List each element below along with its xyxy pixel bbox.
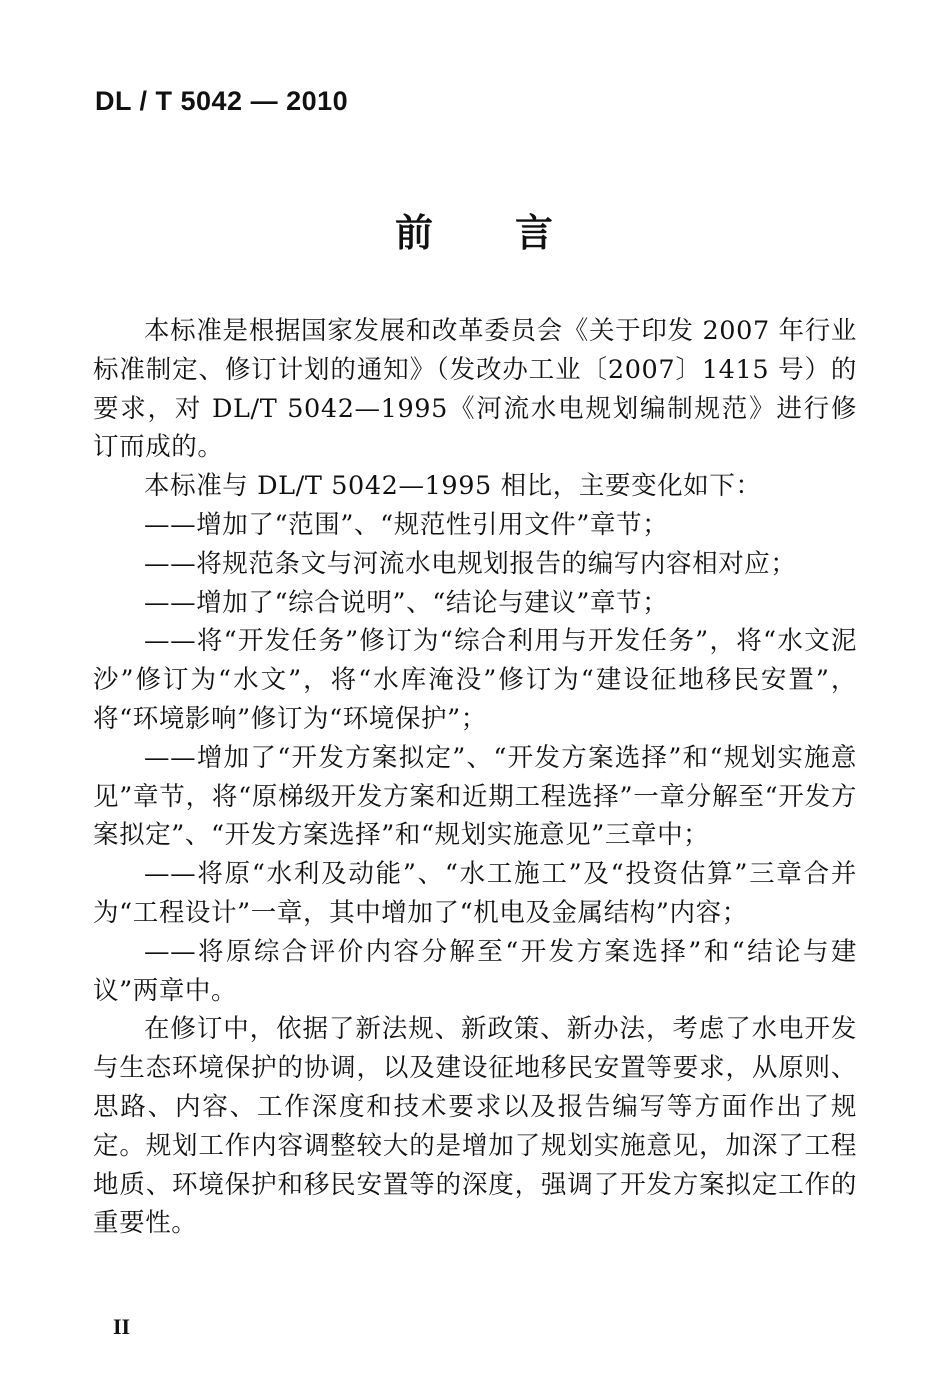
- change-item: ——增加了“综合说明”、“结论与建议”章节；: [144, 587, 669, 618]
- page-number: II: [113, 1314, 131, 1339]
- paragraph-changes-intro: 本标准与 DL/T 5042—1995 相比，主要变化如下：: [144, 471, 762, 502]
- paragraph-revision-summary: 在修订中，依据了新法规、新政策、新办法，考虑了水电开发与生态环境保护的协调，以及建设征地移民安置等要求，从原则、思路、内容、工作深度和技术要求以及报告编写等方面作出了规定。规划工作内容调整较大的是增加了规划实施意见，加深了工程地质、环境保护和移民安置等的深度，强调了开发方案拟定工作的重要性。: [93, 1014, 857, 1239]
- change-item: ——将“开发任务”修订为“综合利用与开发任务”，将“水文泥沙”修订为“水文”，将“水库淹没”修订为“建设征地移民安置”，将“环境影响”修订为“环境保护”；: [93, 626, 857, 734]
- paragraph-basis: 本标准是根据国家发展和改革委员会《关于印发 2007 年行业标准制定、修订计划的通知》（发改办工业〔2007〕1415 号）的要求，对 DL/T 5042—1995《河流水电规划编制规范》进行修订而成的。: [93, 316, 857, 463]
- change-item: ——增加了“范围”、“规范性引用文件”章节；: [144, 509, 669, 540]
- foreword-body: [93, 312, 857, 1243]
- change-item: ——将规范条文与河流水电规划报告的编写内容相对应；: [144, 548, 797, 579]
- change-item: ——将原综合评价内容分解至“开发方案选择”和“结论与建议”两章中。: [93, 936, 857, 1006]
- standard-code-header: DL / T 5042 — 2010: [95, 86, 349, 116]
- change-item: ——将原“水利及动能”、“水工施工”及“投资估算”三章合并为“工程设计”一章，其中增加了“机电及金属结构”内容；: [93, 859, 857, 928]
- change-item: ——增加了“开发方案拟定”、“开发方案选择”和“规划实施意见”章节，将“原梯级开发方案和近期工程选择”一章分解至“开发方案拟定”、“开发方案选择”和“规划实施意见”三章中；: [93, 742, 857, 851]
- page-title: 前 言: [394, 211, 555, 255]
